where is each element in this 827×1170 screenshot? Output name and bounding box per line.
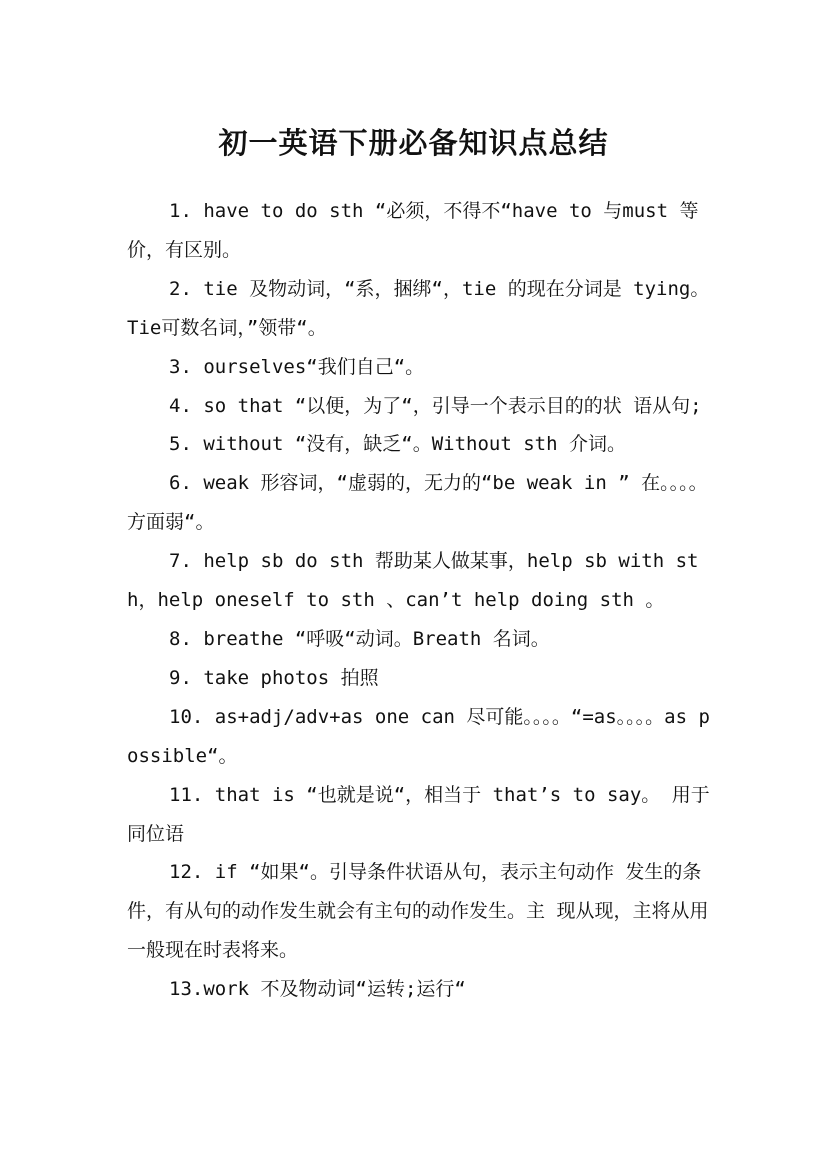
document-title: 初一英语下册必备知识点总结	[218, 126, 609, 161]
list-item: 13.work 不及物动词“运转;运行“	[169, 978, 466, 1001]
list-item: 1. have to do sth “必须，不得不“have to 与must 等价，有区别。	[127, 200, 699, 261]
list-item: 7. help sb do sth 帮助某人做某事，help sb with sth，help oneself to sth 、can’t help doing sth 。	[127, 550, 699, 612]
list-item: 2. tie 及物动词，“系，捆绑“，tie 的现在分词是 tying。Tie可数名词，”领带“。	[127, 277, 710, 339]
list-item: 6. weak 形容词，“虚弱的，无力的“be weak in ” 在。。。。方面弱“。	[127, 472, 708, 534]
list-item: 3. ourselves“我们自己“。	[169, 355, 425, 378]
list-item: 9. take photos 拍照	[169, 666, 379, 689]
list-item: 4. so that “以便，为了“，引导一个表示目的的状 语从句;	[169, 394, 702, 417]
list-item: 5. without “没有，缺乏“。Without sth 介词。	[169, 433, 626, 456]
document-body	[127, 192, 712, 1009]
list-item: 11. that is “也就是说“，相当于 that’s to say。 用于同位语	[127, 783, 710, 845]
list-item: 10. as+adj/adv+as one can 尽可能。。。。“=as。。。。as possible“。	[127, 705, 710, 767]
list-item: 12. if “如果“。引导条件状语从句，表示主句动作 发生的条件，有从句的动作发生就会有主句的动作发生。主 现从现，主将从用一般现在时表将来。	[127, 861, 709, 962]
list-item: 8. breathe “呼吸“动词。Breath 名词。	[169, 627, 550, 650]
